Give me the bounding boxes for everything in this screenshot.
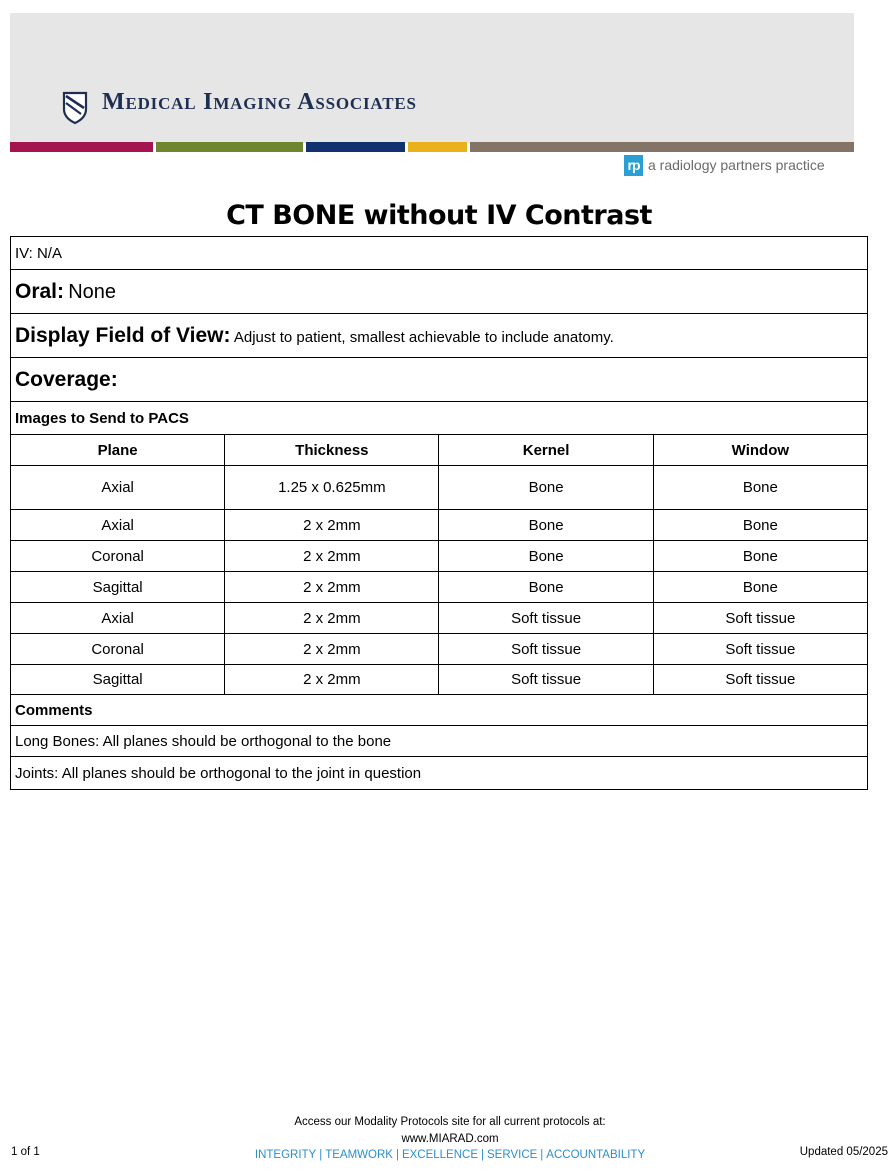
column-header-plane: Plane <box>11 435 225 466</box>
footer-url: www.MIARAD.com <box>401 1132 499 1145</box>
kernel-cell: Bone <box>439 466 653 510</box>
table-row <box>11 603 868 634</box>
value-accountability: ACCOUNTABILITY <box>546 1149 646 1161</box>
window-cell: Soft tissue <box>653 603 867 634</box>
shield-logo-icon <box>62 91 88 125</box>
value-integrity: INTEGRITY <box>254 1149 317 1161</box>
table-row <box>11 541 868 572</box>
thickness-cell: 2 x 2mm <box>225 541 439 572</box>
value-excellence: EXCELLENCE <box>401 1149 479 1161</box>
iv-label: IV: <box>15 244 33 262</box>
brand-stripe-segment <box>408 142 467 152</box>
table-row <box>11 665 868 695</box>
comment-row <box>11 726 868 757</box>
kernel-cell: Soft tissue <box>439 603 653 634</box>
table-row <box>11 634 868 665</box>
thickness-cell: 2 x 2mm <box>225 634 439 665</box>
coverage-row <box>11 358 868 402</box>
kernel-cell: Bone <box>439 572 653 603</box>
comments-section-row <box>11 695 868 726</box>
thickness-cell: 2 x 2mm <box>225 665 439 695</box>
coverage-label: Coverage: <box>15 367 118 391</box>
thickness-cell: 2 x 2mm <box>225 510 439 541</box>
kernel-cell: Bone <box>439 510 653 541</box>
value-teamwork: TEAMWORK <box>325 1149 393 1161</box>
dfov-value: Adjust to patient, smallest achievable to include anatomy. <box>233 328 614 346</box>
iv-value: N/A <box>36 244 62 262</box>
logo-text: Medical Imaging Associates <box>102 89 417 115</box>
plane-cell: Axial <box>11 603 225 634</box>
oral-value: None <box>68 280 116 303</box>
value-separator: | <box>481 1149 485 1161</box>
updated-date: Updated 05/2025 <box>799 1146 888 1158</box>
plane-cell: Sagittal <box>11 665 225 695</box>
value-separator: | <box>319 1149 323 1161</box>
window-cell: Bone <box>653 541 867 572</box>
comments-title: Comments <box>11 695 868 726</box>
rp-logo-icon: rp <box>624 155 643 176</box>
value-service: SERVICE <box>487 1149 538 1161</box>
table-row <box>11 572 868 603</box>
oral-row <box>11 270 868 314</box>
window-cell: Bone <box>653 466 867 510</box>
pacs-header-row <box>11 435 868 466</box>
company-values <box>200 1147 700 1164</box>
thickness-cell: 2 x 2mm <box>225 572 439 603</box>
plane-cell: Axial <box>11 510 225 541</box>
column-header-thickness: Thickness <box>225 435 439 466</box>
brand-stripe-segment <box>10 142 153 152</box>
page-number: 1 of 1 <box>11 1146 40 1158</box>
protocol-table <box>10 236 868 790</box>
practice-tagline: a radiology partners practice <box>648 157 825 173</box>
dfov-label: Display Field of View: <box>15 323 231 347</box>
table-row <box>11 510 868 541</box>
window-cell: Soft tissue <box>653 634 867 665</box>
plane-cell: Axial <box>11 466 225 510</box>
thickness-cell: 1.25 x 0.625mm <box>225 466 439 510</box>
brand-stripe-segment <box>470 142 854 152</box>
window-cell: Bone <box>653 510 867 541</box>
brand-stripe-segment <box>306 142 405 152</box>
footer-access-text: Access our Modality Protocols site for all current protocols at: <box>294 1116 606 1128</box>
plane-cell: Sagittal <box>11 572 225 603</box>
kernel-cell: Soft tissue <box>439 665 653 695</box>
kernel-cell: Soft tissue <box>439 634 653 665</box>
plane-cell: Coronal <box>11 541 225 572</box>
window-cell: Bone <box>653 572 867 603</box>
brand-stripe-segment <box>156 142 303 152</box>
plane-cell: Coronal <box>11 634 225 665</box>
page-title: CT BONE without IV Contrast <box>226 200 652 231</box>
oral-label: Oral: <box>15 279 65 303</box>
dfov-row <box>11 314 868 358</box>
pacs-section-title: Images to Send to PACS <box>11 402 868 435</box>
column-header-window: Window <box>653 435 867 466</box>
footer <box>200 1114 700 1164</box>
comment-line: Long Bones: All planes should be orthogonal to the bone <box>11 726 868 757</box>
comment-row <box>11 757 868 790</box>
iv-row <box>11 237 868 270</box>
value-separator: | <box>395 1149 399 1161</box>
pacs-section-row <box>11 402 868 435</box>
value-separator: | <box>540 1149 544 1161</box>
kernel-cell: Bone <box>439 541 653 572</box>
table-row <box>11 466 868 510</box>
header-banner <box>10 13 854 143</box>
thickness-cell: 2 x 2mm <box>225 603 439 634</box>
comment-line: Joints: All planes should be orthogonal to the joint in question <box>11 757 868 790</box>
column-header-kernel: Kernel <box>439 435 653 466</box>
window-cell: Soft tissue <box>653 665 867 695</box>
